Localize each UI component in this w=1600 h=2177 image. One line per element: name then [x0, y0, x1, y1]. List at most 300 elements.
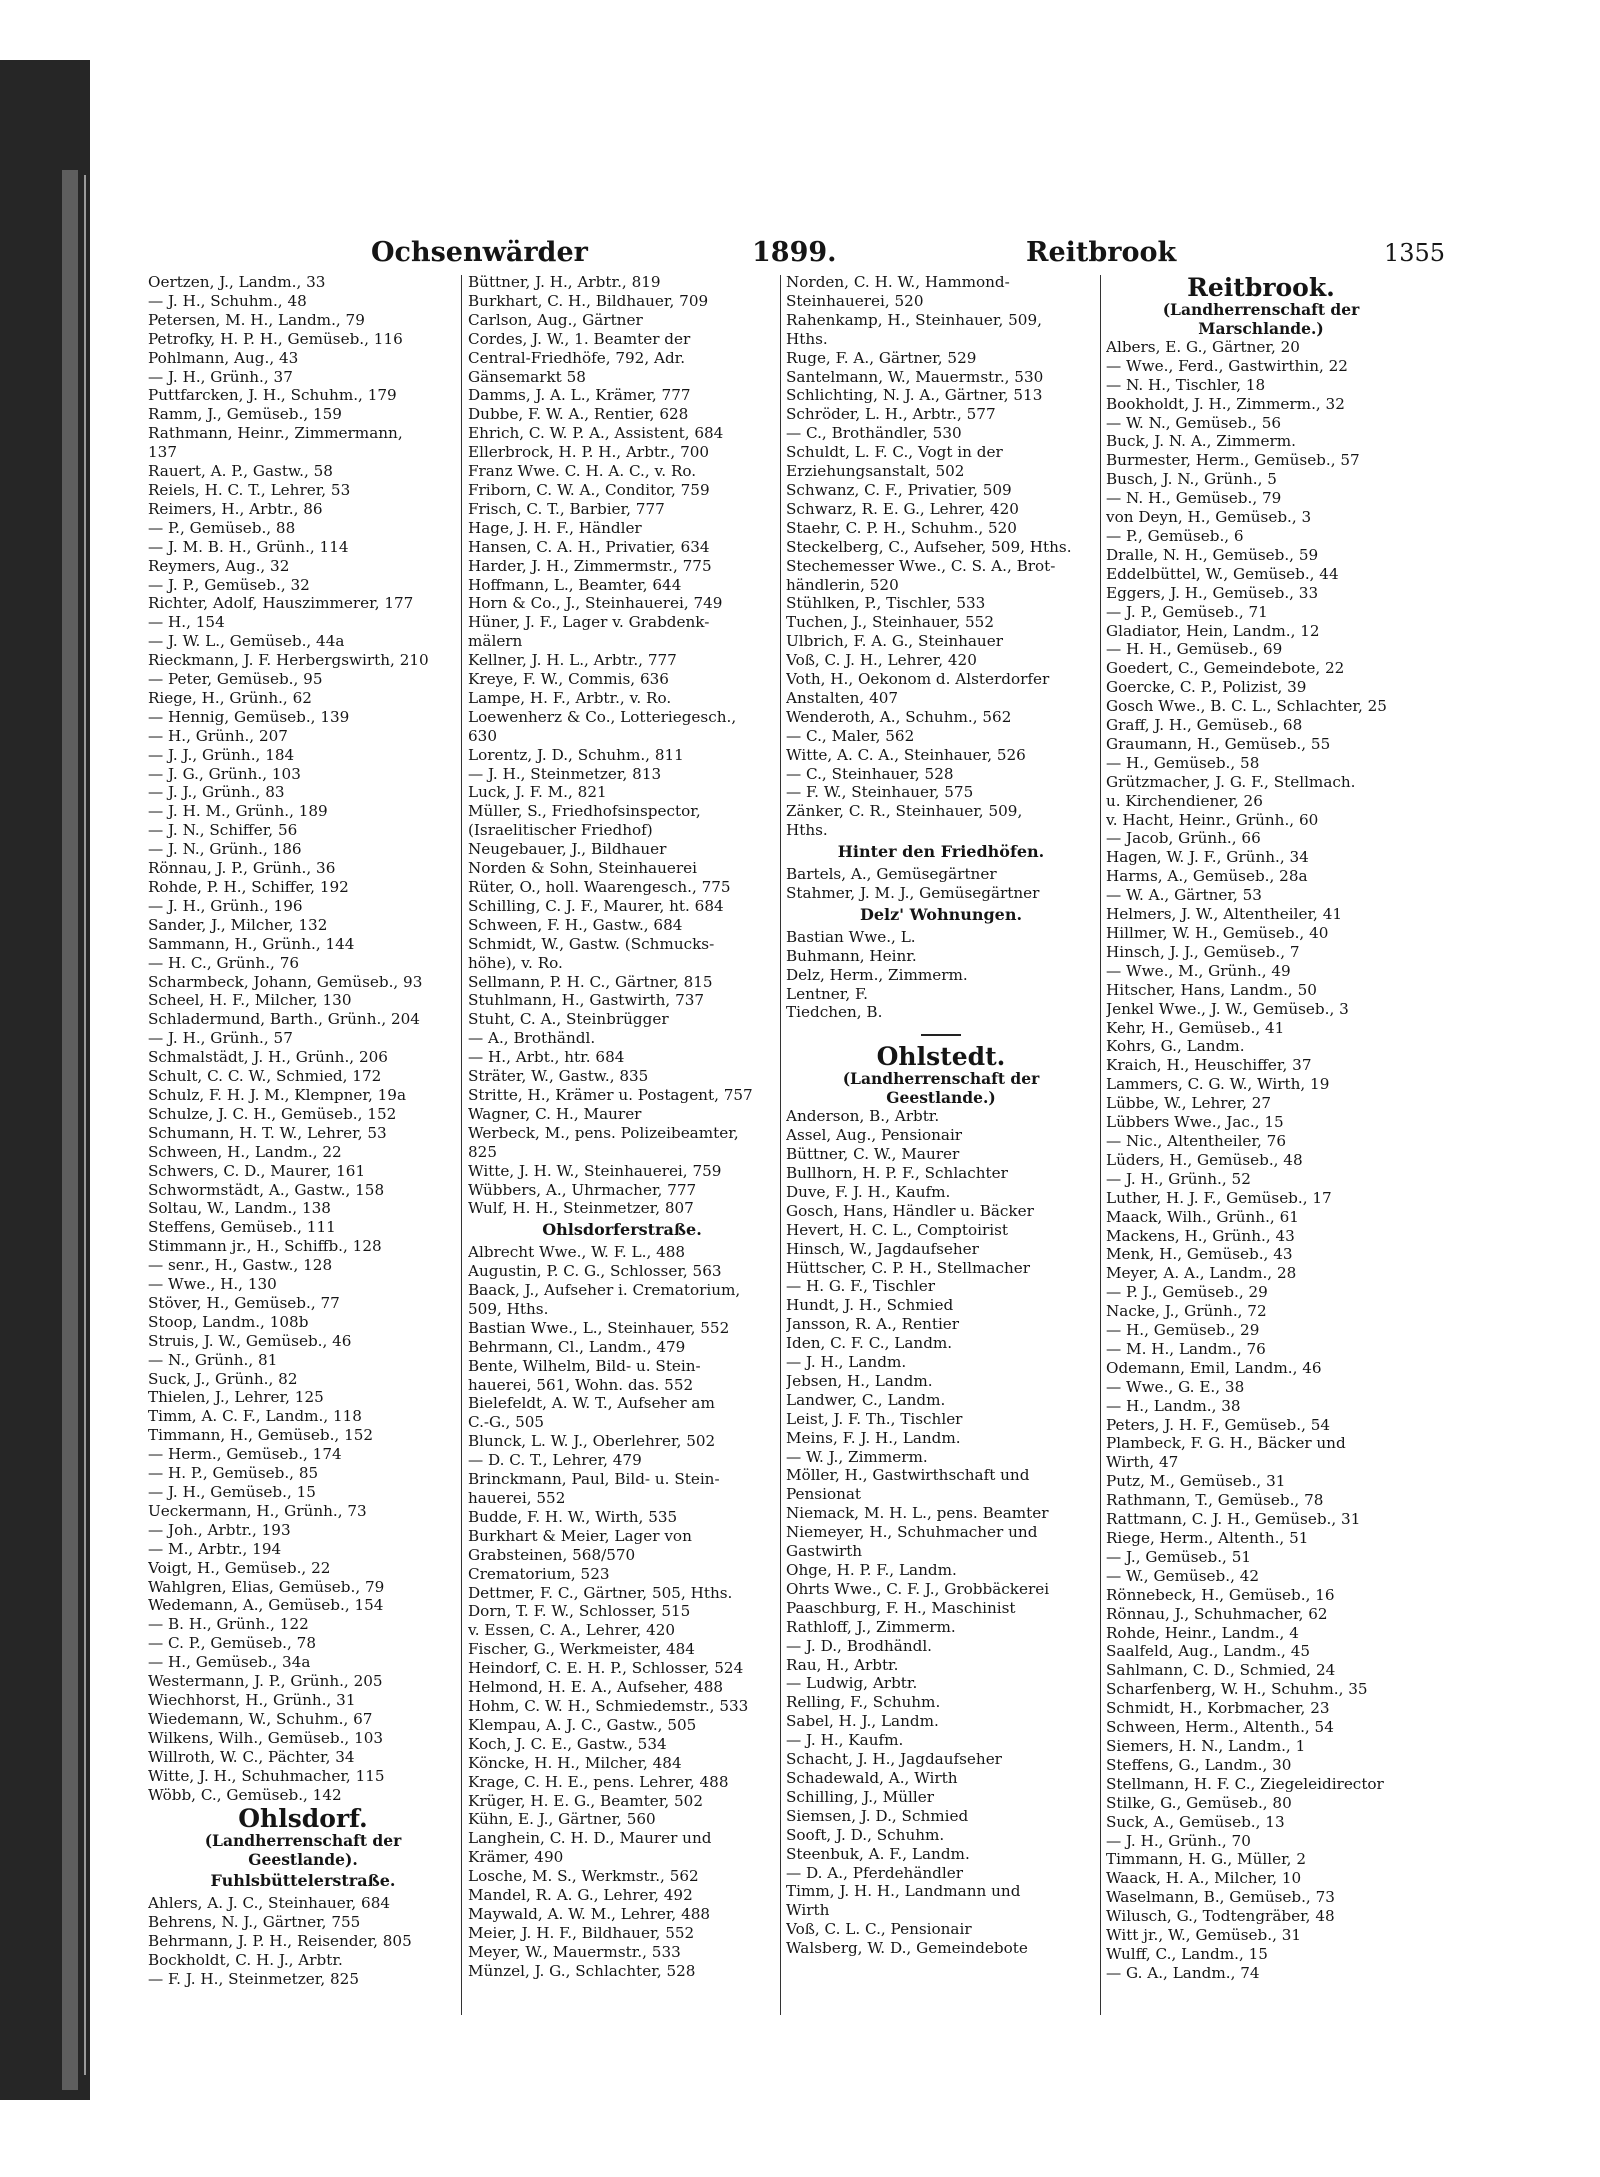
header-left-title: Ochsenwärder: [371, 237, 588, 268]
directory-entry: — D. C. T., Lehrer, 479: [468, 1451, 642, 1470]
directory-entry: Wulff, C., Landm., 15: [1106, 1944, 1268, 1963]
directory-entry: Steffens, G., Landm., 30: [1106, 1755, 1292, 1774]
directory-entry: Müller, S., Friedhofsinspector,: [468, 802, 701, 821]
directory-entry: — Hennig, Gemüseb., 139: [148, 707, 350, 726]
directory-entry: Rauert, A. P., Gastw., 58: [148, 462, 333, 481]
directory-entry: — Joh., Arbtr., 193: [148, 1520, 291, 1539]
directory-entry: Ehrich, C. W. P. A., Assistent, 684: [468, 424, 724, 443]
directory-entry: — H., 154: [148, 613, 225, 632]
directory-entry: Plambeck, F. G. H., Bäcker und: [1106, 1434, 1346, 1453]
directory-entry: — Wwe., H., 130: [148, 1275, 277, 1294]
directory-entry: — Wwe., M., Grünh., 49: [1106, 961, 1291, 980]
directory-entry: Voß, C. L. C., Pensionair: [786, 1920, 972, 1939]
directory-entry: Schladermund, Barth., Grünh., 204: [148, 1010, 420, 1029]
directory-entry: Fischer, G., Werkmeister, 484: [468, 1640, 695, 1659]
directory-entry: Jebsen, H., Landm.: [786, 1371, 933, 1390]
directory-entry: Bookholdt, J. H., Zimmerm., 32: [1106, 394, 1345, 413]
street-heading: Hinter den Friedhöfen.: [837, 842, 1045, 862]
directory-entry: Sahlmann, C. D., Schmied, 24: [1106, 1661, 1336, 1680]
directory-entry: — C., Brothändler, 530: [786, 424, 962, 443]
directory-entry: Schwormstädt, A., Gastw., 158: [148, 1180, 385, 1199]
directory-entry: Busch, J. N., Grünh., 5: [1106, 470, 1277, 489]
column-4: [1106, 273, 1416, 2033]
directory-entry: Büttner, J. H., Arbtr., 819: [468, 273, 661, 291]
directory-entry: Schween, F. H., Gastw., 684: [468, 915, 683, 934]
directory-entry: Zänker, C. R., Steinhauer, 509,: [786, 802, 1023, 821]
directory-entry: Horn & Co., J., Steinhauerei, 749: [468, 594, 723, 613]
directory-entry: hauerei, 552: [468, 1489, 566, 1507]
directory-entry: Grützmacher, J. G. F., Stellmach.: [1106, 772, 1356, 791]
directory-entry: Hillmer, W. H., Gemüseb., 40: [1106, 924, 1329, 942]
directory-entry: Gosch, Hans, Händler u. Bäcker: [786, 1201, 1034, 1220]
directory-entry: Delz, Herm., Zimmerm.: [786, 965, 968, 984]
directory-entry: Anderson, B., Arbtr.: [786, 1107, 940, 1126]
directory-entry: — P. J., Gemüseb., 29: [1106, 1283, 1268, 1302]
directory-entry: Schlichting, N. J. A., Gärtner, 513: [786, 386, 1043, 405]
directory-entry: Ruge, F. A., Gärtner, 529: [786, 348, 977, 367]
directory-entry: Stilke, G., Gemüseb., 80: [1106, 1793, 1292, 1812]
directory-entry: Staehr, C. P. H., Schuhm., 520: [786, 518, 1017, 537]
directory-entry: Behrmann, Cl., Landm., 479: [468, 1337, 686, 1356]
directory-entry: Witte, A. C. A., Steinhauer, 526: [786, 745, 1026, 764]
column-rule: [461, 275, 462, 2015]
directory-entry: Witte, J. H., Schuhmacher, 115: [148, 1766, 385, 1785]
directory-entry: hauerei, 561, Wohn. das. 552: [468, 1375, 694, 1394]
directory-entry: Mandel, R. A. G., Lehrer, 492: [468, 1886, 693, 1905]
directory-entry: Erziehungsanstalt, 502: [786, 462, 965, 481]
directory-entry: von Deyn, H., Gemüseb., 3: [1106, 508, 1312, 527]
directory-entry: Petersen, M. H., Landm., 79: [148, 310, 365, 329]
directory-entry: Schilling, J., Müller: [786, 1787, 934, 1806]
directory-entry: Duve, F. J. H., Kaufm.: [786, 1182, 951, 1201]
directory-entry: Goercke, C. P., Polizist, 39: [1106, 678, 1307, 697]
directory-entry: Gladiator, Hein, Landm., 12: [1106, 621, 1320, 640]
directory-entry: — J. M. B. H., Grünh., 114: [148, 537, 349, 556]
directory-entry: Loewenherz & Co., Lotteriegesch.,: [468, 707, 737, 726]
directory-entry: Hundt, J. H., Schmied: [786, 1296, 954, 1315]
directory-entry: Sooft, J. D., Schuhm.: [786, 1825, 945, 1844]
directory-entry: Walsberg, W. D., Gemeindebote: [786, 1939, 1028, 1958]
directory-entry: Rau, H., Arbtr.: [786, 1655, 899, 1674]
directory-entry: Hinsch, J. J., Gemüseb., 7: [1106, 942, 1300, 961]
directory-entry: — senr., H., Gastw., 128: [148, 1256, 333, 1275]
directory-entry: Schacht, J. H., Jagdaufseher: [786, 1750, 1002, 1769]
directory-entry: Bartels, A., Gemüsegärtner: [786, 865, 997, 884]
directory-entry: 509, Hths.: [468, 1299, 549, 1318]
directory-entry: Jenkel Wwe., J. W., Gemüseb., 3: [1106, 999, 1349, 1018]
administrative-subheading: (Landherrenschaft der: [1162, 299, 1360, 319]
directory-entry: Koch, J. C. E., Gastw., 534: [468, 1734, 667, 1753]
directory-entry: Suck, J., Grünh., 82: [148, 1369, 298, 1388]
directory-entry: Central-Friedhöfe, 792, Adr.: [468, 348, 686, 367]
directory-entry: — G. A., Landm., 74: [1106, 1963, 1260, 1982]
directory-entry: Niemeyer, H., Schuhmacher und: [786, 1523, 1038, 1542]
directory-entry: Carlson, Aug., Gärtner: [468, 310, 643, 329]
place-heading: Ohlstedt.: [876, 1042, 1006, 1072]
directory-entry: Kellner, J. H. L., Arbtr., 777: [468, 651, 677, 670]
directory-entry: Baack, J., Aufseher i. Crematorium,: [468, 1281, 741, 1300]
directory-entry: — H. P., Gemüseb., 85: [148, 1464, 319, 1483]
directory-entry: Schwanz, C. F., Privatier, 509: [786, 480, 1012, 499]
directory-entry: — A., Brothändl.: [468, 1029, 596, 1048]
directory-entry: Lentner, F.: [786, 984, 868, 1003]
directory-entry: Hansen, C. A. H., Privatier, 634: [468, 537, 710, 556]
directory-entry: Lüders, H., Gemüseb., 48: [1106, 1150, 1303, 1169]
directory-entry: Brinckmann, Paul, Bild- u. Stein-: [468, 1470, 720, 1489]
directory-entry: Putz, M., Gemüseb., 31: [1106, 1472, 1286, 1491]
directory-entry: Soltau, W., Landm., 138: [148, 1199, 331, 1218]
directory-entry: Helmond, H. E. A., Aufseher, 488: [468, 1678, 724, 1697]
directory-entry: Saalfeld, Aug., Landm., 45: [1106, 1642, 1311, 1661]
directory-entry: — J. H., Grünh., 57: [148, 1029, 293, 1048]
directory-entry: Petrofky, H. P. H., Gemüseb., 116: [148, 329, 403, 348]
directory-entry: Wenderoth, A., Schuhm., 562: [786, 707, 1012, 726]
directory-entry: Ueckermann, H., Grünh., 73: [148, 1501, 367, 1520]
directory-entry: mälern: [468, 632, 523, 651]
directory-entry: — H., Landm., 38: [1106, 1396, 1241, 1415]
directory-entry: Schröder, L. H., Arbtr., 577: [786, 405, 996, 424]
directory-entry: Hths.: [786, 821, 828, 840]
directory-entry: — C., Steinhauer, 528: [786, 764, 954, 783]
directory-entry: Schween, Herm., Altenth., 54: [1106, 1718, 1334, 1737]
directory-entry: — Ludwig, Arbtr.: [786, 1674, 918, 1693]
directory-entry: Klempau, A. J. C., Gastw., 505: [468, 1715, 697, 1734]
directory-entry: Rönnebeck, H., Gemüseb., 16: [1106, 1585, 1335, 1604]
directory-entry: Helmers, J. W., Altentheiler, 41: [1106, 905, 1343, 924]
directory-entry: — Wwe., Ferd., Gastwirthin, 22: [1106, 356, 1348, 375]
directory-entry: Ohrts Wwe., C. F. J., Grobbäckerei: [786, 1579, 1050, 1598]
directory-entry: Lübbe, W., Lehrer, 27: [1106, 1094, 1272, 1113]
directory-entry: Wiechhorst, H., Grünh., 31: [148, 1690, 356, 1709]
directory-entry: Waselmann, B., Gemüseb., 73: [1106, 1888, 1335, 1907]
directory-entry: Augustin, P. C. G., Schlosser, 563: [468, 1262, 722, 1281]
column-rule: [1100, 275, 1101, 2015]
directory-entry: Münzel, J. G., Schlachter, 528: [468, 1961, 696, 1980]
directory-entry: Steckelberg, C., Aufseher, 509, Hths.: [786, 537, 1072, 556]
directory-entry: — H. G. F., Tischler: [786, 1277, 935, 1296]
directory-entry: Bullhorn, H. P. F., Schlachter: [786, 1163, 1008, 1182]
directory-entry: — W. J., Zimmerm.: [786, 1447, 928, 1466]
directory-entry: Anstalten, 407: [786, 688, 899, 707]
directory-entry: Rathmann, T., Gemüseb., 78: [1106, 1491, 1324, 1510]
street-heading: Fuhlsbüttelerstraße.: [210, 1871, 396, 1891]
directory-entry: — J. N., Grünh., 186: [148, 840, 302, 859]
directory-entry: Voigt, H., Gemüseb., 22: [148, 1558, 331, 1577]
directory-entry: Lorentz, J. D., Schuhm., 811: [468, 745, 684, 764]
directory-entry: Franz Wwe. C. H. A. C., v. Ro.: [468, 462, 697, 481]
directory-entry: Rahenkamp, H., Steinhauer, 509,: [786, 310, 1042, 329]
directory-entry: Reiels, H. C. T., Lehrer, 53: [148, 480, 351, 499]
directory-entry: Norden & Sohn, Steinhauerei: [468, 859, 697, 878]
directory-entry: Kreye, F. W., Commis, 636: [468, 670, 669, 689]
directory-entry: — Nic., Altentheiler, 76: [1106, 1131, 1286, 1150]
directory-entry: — J. G., Grünh., 103: [148, 764, 301, 783]
directory-entry: Wirth: [786, 1901, 830, 1920]
directory-entry: Sträter, W., Gastw., 835: [468, 1067, 649, 1086]
directory-entry: u. Kirchendiener, 26: [1106, 791, 1263, 810]
street-heading: Delz' Wohnungen.: [859, 904, 1023, 924]
directory-entry: Meyer, A. A., Landm., 28: [1106, 1264, 1297, 1283]
directory-entry: Schuldt, L. F. C., Vogt in der: [786, 443, 1003, 462]
administrative-subheading: Marschlande.): [1198, 318, 1324, 338]
book-binding-edge: [0, 60, 90, 2100]
directory-entry: — N. H., Gemüseb., 79: [1106, 489, 1282, 508]
directory-entry: Schulz, F. H. J. M., Klempner, 19a: [148, 1085, 407, 1104]
directory-entry: Köncke, H. H., Milcher, 484: [468, 1753, 682, 1772]
directory-entry: Goedert, C., Gemeindebote, 22: [1106, 659, 1345, 678]
directory-entry: Albers, E. G., Gärtner, 20: [1106, 337, 1300, 356]
directory-entry: — Wwe., G. E., 38: [1106, 1377, 1245, 1396]
directory-entry: Lampe, H. F., Arbtr., v. Ro.: [468, 688, 672, 707]
directory-entry: — D. A., Pferdehändler: [786, 1863, 963, 1882]
directory-entry: Schwers, C. D., Maurer, 161: [148, 1161, 366, 1180]
directory-entry: Westermann, J. P., Grünh., 205: [148, 1672, 383, 1691]
directory-entry: — H., Arbt., htr. 684: [468, 1048, 625, 1067]
column-1: [148, 273, 458, 2033]
directory-entry: Krüger, H. E. G., Beamter, 502: [468, 1791, 703, 1810]
directory-entry: — J. J., Grünh., 83: [148, 783, 285, 802]
directory-entry: Hüner, J. F., Lager v. Grabdenk-: [468, 613, 710, 632]
directory-entry: Albrecht Wwe., W. F. L., 488: [468, 1243, 686, 1262]
directory-entry: Hths.: [786, 329, 828, 348]
directory-entry: — Peter, Gemüseb., 95: [148, 670, 323, 689]
directory-entry: Luther, H. J. F., Gemüseb., 17: [1106, 1188, 1332, 1207]
directory-entry: Hüttscher, C. P. H., Stellmacher: [786, 1258, 1031, 1277]
directory-entry: — J. J., Grünh., 184: [148, 745, 295, 764]
directory-entry: — J. H., Gemüseb., 15: [148, 1483, 316, 1501]
directory-entry: Schmidt, W., Gastw. (Schmucks-: [468, 934, 715, 953]
directory-entry: Luck, J. F. M., 821: [468, 783, 607, 802]
directory-entry: Reymers, Aug., 32: [148, 556, 290, 575]
directory-entry: — H., Gemüseb., 34a: [148, 1653, 311, 1672]
directory-entry: Schumann, H. T. W., Lehrer, 53: [148, 1123, 387, 1142]
directory-entry: Ohge, H. P. F., Landm.: [786, 1561, 957, 1579]
directory-entry: Hohm, C. W. H., Schmiedemstr., 533: [468, 1696, 749, 1715]
directory-entry: Losche, M. S., Werkmstr., 562: [468, 1867, 699, 1886]
directory-entry: 825: [468, 1142, 497, 1161]
directory-entry: Wedemann, A., Gemüseb., 154: [148, 1596, 384, 1615]
directory-entry: Gänsemarkt 58: [468, 367, 586, 386]
directory-entry: Nacke, J., Grünh., 72: [1106, 1302, 1267, 1321]
directory-entry: — H., Gemüseb., 58: [1106, 753, 1260, 772]
directory-entry: Relling, F., Schuhm.: [786, 1693, 941, 1712]
directory-entry: Bastian Wwe., L., Steinhauer, 552: [468, 1318, 730, 1337]
directory-entry: Sabel, H. J., Landm.: [786, 1712, 939, 1731]
directory-entry: — C., Maler, 562: [786, 726, 915, 745]
directory-entry: Rathloff, J., Zimmerm.: [786, 1617, 956, 1636]
directory-entry: Reimers, H., Arbtr., 86: [148, 499, 323, 518]
directory-entry: — C. P., Gemüseb., 78: [148, 1634, 316, 1653]
directory-entry: Hitscher, Hans, Landm., 50: [1106, 980, 1317, 999]
directory-entry: Suck, A., Gemüseb., 13: [1106, 1812, 1285, 1831]
directory-entry: Wahlgren, Elias, Gemüseb., 79: [148, 1577, 385, 1596]
directory-entry: Buck, J. N. A., Zimmerm.: [1106, 432, 1296, 451]
directory-entry: Hinsch, W., Jagdaufseher: [786, 1239, 979, 1258]
directory-entry: Neugebauer, J., Bildhauer: [468, 840, 667, 859]
directory-entry: Bastian Wwe., L.: [786, 927, 916, 946]
directory-entry: Wöbb, C., Gemüseb., 142: [148, 1785, 342, 1804]
directory-entry: Stechemesser Wwe., C. S. A., Brot-: [786, 556, 1056, 575]
directory-entry: Damms, J. A. L., Krämer, 777: [468, 386, 691, 405]
directory-entry: Wiedemann, W., Schuhm., 67: [148, 1709, 373, 1728]
directory-entry: — J. H., Landm.: [786, 1353, 907, 1372]
directory-entry: Steffens, Gemüseb., 111: [148, 1218, 336, 1237]
directory-entry: — J. W. L., Gemüseb., 44a: [148, 632, 345, 651]
directory-entry: Wagner, C. H., Maurer: [468, 1104, 642, 1123]
directory-entry: Sander, J., Milcher, 132: [148, 915, 328, 934]
directory-entry: Voth, H., Oekonom d. Alsterdorfer: [786, 670, 1050, 689]
directory-entry: Rieckmann, J. F. Herbergswirth, 210: [148, 651, 429, 670]
directory-entry: v. Hacht, Heinr., Grünh., 60: [1106, 810, 1319, 829]
directory-entry: (Israelitischer Friedhof): [468, 821, 653, 840]
directory-entry: 630: [468, 726, 497, 745]
directory-entry: Behrens, N. J., Gärtner, 755: [148, 1913, 361, 1932]
directory-entry: Santelmann, W., Mauermstr., 530: [786, 367, 1044, 386]
directory-entry: Kehr, H., Gemüseb., 41: [1106, 1018, 1285, 1037]
directory-entry: Odemann, Emil, Landm., 46: [1106, 1358, 1322, 1377]
directory-entry: Iden, C. F. C., Landm.: [786, 1334, 953, 1353]
directory-entry: Siemers, H. N., Landm., 1: [1106, 1736, 1306, 1755]
directory-entry: Tuchen, J., Steinhauer, 552: [786, 613, 994, 632]
directory-entry: — N. H., Tischler, 18: [1106, 375, 1266, 394]
directory-entry: — J., Gemüseb., 51: [1106, 1547, 1252, 1566]
directory-entry: Timmann, H., Gemüseb., 152: [148, 1426, 374, 1445]
directory-entry: Timm, J. H. H., Landmann und: [786, 1882, 1021, 1901]
directory-entry: Kohrs, G., Landm.: [1106, 1037, 1245, 1056]
directory-entry: Dubbe, F. W. A., Rentier, 628: [468, 405, 689, 424]
directory-entry: Bente, Wilhelm, Bild- u. Stein-: [468, 1356, 701, 1375]
directory-entry: Tiedchen, B.: [786, 1003, 883, 1022]
directory-entry: Schween, H., Landm., 22: [148, 1142, 342, 1161]
directory-entry: Grabsteinen, 568/570: [468, 1545, 636, 1564]
directory-entry: Krämer, 490: [468, 1848, 564, 1867]
directory-entry: Rathmann, Heinr., Zimmermann,: [148, 424, 403, 443]
directory-entry: Steinhauerei, 520: [786, 291, 924, 310]
directory-entry: Buhmann, Heinr.: [786, 946, 917, 965]
directory-entry: Rohde, P. H., Schiffer, 192: [148, 878, 349, 896]
directory-entry: — J. N., Schiffer, 56: [148, 821, 298, 840]
directory-entry: — P., Gemüseb., 6: [1106, 526, 1244, 545]
directory-entry: — J. H., Grünh., 37: [148, 367, 293, 386]
directory-entry: Eddelbüttel, W., Gemüseb., 44: [1106, 564, 1339, 583]
directory-entry: — Herm., Gemüseb., 174: [148, 1445, 342, 1464]
directory-entry: Rönnau, J., Schuhmacher, 62: [1106, 1604, 1328, 1623]
directory-entry: 137: [148, 443, 177, 462]
directory-entry: Wilusch, G., Todtengräber, 48: [1106, 1907, 1335, 1926]
directory-entry: — J. P., Gemüseb., 71: [1106, 602, 1268, 621]
directory-entry: Willroth, W. C., Pächter, 34: [148, 1747, 355, 1766]
directory-entry: Bockholdt, C. H. J., Arbtr.: [148, 1950, 343, 1969]
directory-entry: Lübbers Wwe., Jac., 15: [1106, 1113, 1284, 1132]
directory-entry: Peters, J. H. F., Gemüseb., 54: [1106, 1415, 1331, 1434]
directory-entry: Scheel, H. F., Milcher, 130: [148, 991, 352, 1010]
directory-entry: v. Essen, C. A., Lehrer, 420: [468, 1621, 676, 1640]
directory-entry: Mackens, H., Grünh., 43: [1106, 1226, 1295, 1245]
directory-entry: C.-G., 505: [468, 1413, 545, 1432]
directory-entry: Hagen, W. J. F., Grünh., 34: [1106, 848, 1309, 867]
directory-page: [84, 175, 1566, 2075]
directory-entry: Stellmann, H. F. C., Ziegeleidirector: [1106, 1774, 1384, 1793]
directory-entry: Rohde, Heinr., Landm., 4: [1106, 1623, 1299, 1642]
directory-entry: Stoop, Landm., 108b: [148, 1312, 309, 1331]
directory-entry: Dorn, T. F. W., Schlosser, 515: [468, 1602, 691, 1621]
column-2: [468, 273, 776, 2033]
directory-entry: Dralle, N. H., Gemüseb., 59: [1106, 545, 1319, 564]
directory-entry: Pohlmann, Aug., 43: [148, 348, 299, 367]
directory-entry: Rüter, O., holl. Waarengesch., 775: [468, 878, 731, 896]
directory-entry: Scharfenberg, W. H., Schuhm., 35: [1106, 1680, 1368, 1699]
directory-entry: Lammers, C. G. W., Wirth, 19: [1106, 1075, 1330, 1094]
directory-entry: Wulf, H. H., Steinmetzer, 807: [468, 1199, 694, 1218]
directory-entry: Struis, J. W., Gemüseb., 46: [148, 1331, 352, 1350]
directory-entry: Waack, H. A., Milcher, 10: [1106, 1869, 1302, 1888]
directory-entry: Oertzen, J., Landm., 33: [148, 273, 326, 291]
directory-entry: Leist, J. F. Th., Tischler: [786, 1409, 963, 1428]
directory-entry: — F. J. H., Steinmetzer, 825: [148, 1969, 359, 1988]
directory-entry: Graff, J. H., Gemüseb., 68: [1106, 716, 1303, 735]
place-heading: Ohlsdorf.: [238, 1804, 368, 1834]
directory-entry: Maywald, A. W. M., Lehrer, 488: [468, 1904, 711, 1923]
directory-entry: Richter, Adolf, Hauszimmerer, 177: [148, 594, 414, 613]
directory-entry: — J. H., Kaufm.: [786, 1731, 904, 1750]
directory-entry: Krage, C. H. E., pens. Lehrer, 488: [468, 1772, 729, 1791]
directory-entry: — W., Gemüseb., 42: [1106, 1566, 1260, 1585]
directory-entry: Hage, J. H. F., Händler: [468, 518, 642, 537]
directory-entry: Thielen, J., Lehrer, 125: [148, 1388, 324, 1407]
directory-entry: Voß, C. J. H., Lehrer, 420: [786, 651, 977, 670]
directory-entry: Frisch, C. T., Barbier, 777: [468, 499, 665, 518]
directory-entry: — M. H., Landm., 76: [1106, 1339, 1266, 1358]
directory-entry: Menk, H., Gemüseb., 43: [1106, 1245, 1293, 1264]
directory-entry: Stahmer, J. M. J., Gemüsegärtner: [786, 884, 1040, 902]
directory-entry: — W. A., Gärtner, 53: [1106, 886, 1262, 905]
directory-entry: Schadewald, A., Wirth: [786, 1768, 958, 1787]
directory-entry: Paaschburg, F. H., Maschinist: [786, 1598, 1016, 1617]
directory-entry: Behrmann, J. P. H., Reisender, 805: [148, 1932, 412, 1951]
directory-entry: Crematorium, 523: [468, 1564, 610, 1583]
directory-entry: Riege, Herm., Altenth., 51: [1106, 1529, 1309, 1547]
directory-entry: Burkhart & Meier, Lager von: [468, 1526, 692, 1545]
directory-entry: Rattmann, C. J. H., Gemüseb., 31: [1106, 1510, 1361, 1529]
directory-entry: Timmann, H. G., Müller, 2: [1106, 1850, 1306, 1869]
directory-entry: Meins, F. J. H., Landm.: [786, 1428, 961, 1447]
directory-entry: höhe), v. Ro.: [468, 953, 563, 972]
directory-entry: Norden, C. H. W., Hammond-: [786, 273, 1010, 291]
directory-entry: Scharmbeck, Johann, Gemüseb., 93: [148, 972, 423, 991]
directory-entry: Kühn, E. J., Gärtner, 560: [468, 1810, 656, 1829]
directory-entry: Schilling, C. J. F., Maurer, ht. 684: [468, 896, 724, 915]
directory-entry: Pensionat: [786, 1485, 862, 1504]
directory-entry: Niemack, M. H. L., pens. Beamter: [786, 1504, 1049, 1523]
directory-entry: Wübbers, A., Uhrmacher, 777: [468, 1180, 697, 1199]
directory-entry: Budde, F. H. W., Wirth, 535: [468, 1507, 678, 1526]
directory-entry: Witte, J. H. W., Steinhauerei, 759: [468, 1161, 722, 1180]
directory-entry: Möller, H., Gastwirthschaft und: [786, 1466, 1030, 1485]
directory-entry: Sammann, H., Grünh., 144: [148, 934, 355, 953]
administrative-subheading: (Landherrenschaft der: [842, 1069, 1040, 1089]
header-year: 1899.: [752, 237, 837, 268]
directory-entry: Riege, H., Grünh., 62: [148, 688, 312, 707]
directory-entry: Kraich, H., Heuschiffer, 37: [1106, 1056, 1312, 1075]
directory-entry: — J. H., Grünh., 196: [148, 896, 303, 915]
header-right-title: Reitbrook: [1026, 237, 1177, 268]
directory-entry: — J. H., Steinmetzer, 813: [468, 764, 662, 783]
page-content: [146, 237, 1551, 2047]
directory-entry: Sellmann, P. H. C., Gärtner, 815: [468, 972, 713, 991]
directory-entry: Cordes, J. W., 1. Beamter der: [468, 329, 691, 348]
directory-entry: Langhein, C. H. D., Maurer und: [468, 1829, 712, 1848]
directory-entry: — J. D., Brodhändl.: [786, 1636, 933, 1655]
